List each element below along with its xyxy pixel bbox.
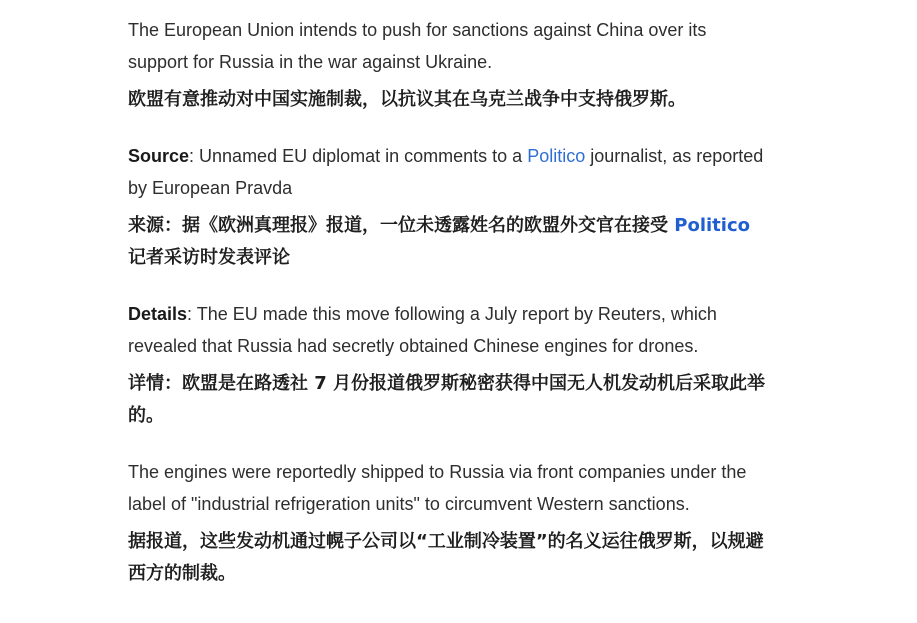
source-zh-after-link: 记者采访时发表评论	[128, 247, 290, 268]
source-text-before-link: : Unnamed EU diplomat in comments to a	[189, 146, 528, 166]
paragraph-intro	[128, 14, 768, 116]
details-label: Details	[128, 304, 188, 324]
source-english-text	[128, 140, 768, 204]
article-body	[128, 14, 768, 590]
intro-english-text: The European Union intends to push for sanctions against China over its support for Russia in the war against Ukraine.	[128, 20, 707, 72]
source-text-after-link: journalist, as reported by European Pravda	[128, 146, 764, 198]
source-chinese-text	[128, 210, 768, 274]
paragraph-source	[128, 140, 768, 274]
paragraph-details	[128, 298, 768, 432]
intro-chinese-text: 欧盟有意推动对中国实施制裁，以抗议其在乌克兰战争中支持俄罗斯。	[128, 89, 686, 110]
politico-link[interactable]: Politico	[527, 146, 586, 166]
source-label: Source	[128, 146, 190, 166]
paragraph-engines	[128, 456, 768, 590]
details-chinese-text: 详情：欧盟是在路透社 7 月份报道俄罗斯秘密获得中国无人机发动机后采取此举的。	[128, 373, 766, 426]
engines-english-text: The engines were reportedly shipped to Russia via front companies under the label of "industrial refrigeration units" to circumvent Western sanctions.	[128, 462, 747, 514]
details-text: : The EU made this move following a July report by Reuters, which revealed that Russia had secretly obtained Chinese engines for drones.	[128, 304, 717, 356]
politico-link-zh[interactable]: Politico	[674, 215, 750, 236]
details-english-text	[128, 298, 768, 362]
engines-chinese-text: 据报道，这些发动机通过幌子公司以“工业制冷装置”的名义运往俄罗斯，以规避西方的制裁。	[128, 531, 764, 584]
source-zh-before-link: 来源：据《欧洲真理报》报道，一位未透露姓名的欧盟外交官在接受	[128, 215, 675, 236]
